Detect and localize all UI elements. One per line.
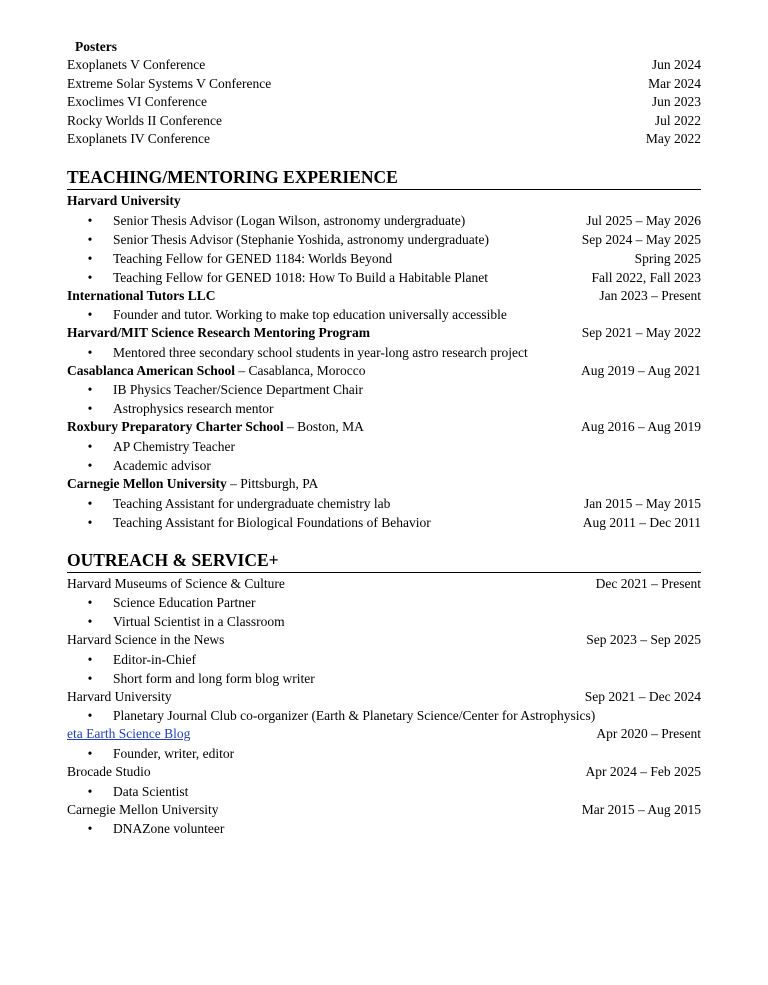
- bullet-left: [67, 380, 363, 399]
- bullet-date: Jul 2025 – May 2026: [586, 212, 701, 228]
- bullet-left: [67, 819, 224, 838]
- org-row: [67, 725, 701, 744]
- bullet-left: [67, 211, 465, 230]
- bullet-text: Teaching Assistant for undergraduate chemistry lab: [113, 495, 391, 511]
- org-date: Aug 2019 – Aug 2021: [580, 362, 701, 378]
- poster-date: Mar 2024: [648, 75, 701, 91]
- bullet-text: IB Physics Teacher/Science Department Chair: [113, 382, 363, 398]
- org-date: Sep 2021 – May 2022: [581, 325, 701, 341]
- bullet-icon: •: [87, 745, 93, 761]
- bullet-item: [67, 230, 701, 249]
- bullet-text: Astrophysics research mentor: [113, 401, 274, 417]
- org-name: Harvard/MIT Science Research Mentoring Program: [67, 325, 370, 341]
- org-date: Apr 2020 – Present: [596, 726, 701, 742]
- bullet-left: [67, 494, 390, 513]
- bullet-icon: •: [87, 401, 93, 417]
- bullet-item: [67, 249, 701, 268]
- bullet-left: [67, 669, 315, 688]
- bullet-icon: •: [87, 670, 93, 686]
- poster-date: Jul 2022: [654, 112, 701, 128]
- org-date: Sep 2023 – Sep 2025: [586, 632, 701, 648]
- org-heading: [67, 192, 181, 211]
- teaching-section-title: TEACHING/MENTORING EXPERIENCE: [67, 166, 701, 190]
- bullet-item: [67, 399, 701, 418]
- bullet-item: [67, 669, 701, 688]
- bullet-left: [67, 650, 196, 669]
- org-name: Brocade Studio: [67, 763, 151, 779]
- bullet-item: [67, 782, 701, 801]
- bullet-item: [67, 268, 701, 287]
- org-row: [67, 801, 701, 820]
- bullet-date: Aug 2011 – Dec 2011: [582, 514, 701, 530]
- bullet-text: Senior Thesis Advisor (Stephanie Yoshida, astronomy undergraduate): [113, 231, 489, 247]
- bullet-item: [67, 744, 701, 763]
- org-row: [67, 418, 701, 437]
- org-date: Apr 2024 – Feb 2025: [585, 763, 701, 779]
- bullet-item: [67, 494, 701, 513]
- poster-name: Exoplanets IV Conference: [67, 131, 210, 147]
- org-name: Casablanca American School: [67, 362, 236, 378]
- bullet-item: [67, 437, 701, 456]
- bullet-icon: •: [87, 595, 93, 611]
- outreach-list: [67, 575, 701, 839]
- org-row: [67, 575, 701, 594]
- bullet-item: [67, 650, 701, 669]
- bullet-left: [67, 305, 507, 324]
- bullet-icon: •: [87, 344, 93, 360]
- org-row: [67, 688, 701, 707]
- resume-page: [67, 38, 701, 838]
- bullet-item: [67, 305, 701, 324]
- bullet-text: Virtual Scientist in a Classroom: [113, 614, 285, 630]
- bullet-text: Short form and long form blog writer: [113, 670, 315, 686]
- bullet-icon: •: [87, 382, 93, 398]
- bullet-left: [67, 456, 211, 475]
- bullet-text: Planetary Journal Club co-organizer (Earth & Planetary Science/Center for Astrophysics): [113, 708, 596, 724]
- bullet-item: [67, 456, 701, 475]
- org-date: Jan 2023 – Present: [599, 287, 701, 303]
- org-row: [67, 324, 701, 343]
- poster-name: Extreme Solar Systems V Conference: [67, 75, 272, 91]
- org-heading: [67, 475, 318, 494]
- bullet-icon: •: [87, 614, 93, 630]
- bullet-left: [67, 249, 392, 268]
- bullet-left: [67, 593, 255, 612]
- bullet-item: [67, 593, 701, 612]
- bullet-text: Senior Thesis Advisor (Logan Wilson, astronomy undergraduate): [113, 212, 466, 228]
- bullet-date: Sep 2024 – May 2025: [581, 231, 701, 247]
- poster-row: [67, 112, 701, 131]
- bullet-item: [67, 612, 701, 631]
- org-date: Aug 2016 – Aug 2019: [580, 419, 701, 435]
- org-row: [67, 192, 701, 211]
- bullet-icon: •: [87, 514, 93, 530]
- bullet-icon: •: [87, 783, 93, 799]
- bullet-icon: •: [87, 307, 93, 323]
- poster-date: Jun 2023: [651, 94, 701, 110]
- bullet-text: Founder and tutor. Working to make top education universally accessible: [113, 307, 507, 323]
- bullet-text: Science Education Partner: [113, 595, 256, 611]
- bullet-item: [67, 211, 701, 230]
- bullet-left: [67, 230, 489, 249]
- bullet-text: Teaching Fellow for GENED 1184: Worlds Beyond: [113, 250, 393, 266]
- org-name: Harvard Museums of Science & Culture: [67, 575, 285, 591]
- org-location: – Boston, MA: [283, 419, 364, 435]
- bullet-icon: •: [87, 457, 93, 473]
- org-location: – Pittsburgh, PA: [226, 475, 319, 491]
- bullet-text: Academic advisor: [113, 457, 211, 473]
- poster-row: [67, 93, 701, 112]
- org-name: Harvard University: [67, 192, 181, 208]
- poster-row: [67, 56, 701, 75]
- org-name: Harvard University: [67, 688, 172, 704]
- bullet-left: [67, 437, 235, 456]
- bullet-text: Teaching Assistant for Biological Foundations of Behavior: [113, 514, 431, 530]
- bullet-text: DNAZone volunteer: [113, 821, 225, 837]
- bullet-icon: •: [87, 438, 93, 454]
- org-row: [67, 475, 701, 494]
- org-date: Sep 2021 – Dec 2024: [584, 688, 701, 704]
- org-name: Harvard Science in the News: [67, 632, 225, 648]
- bullet-item: [67, 380, 701, 399]
- poster-date: May 2022: [645, 131, 701, 147]
- bullet-date: Spring 2025: [634, 250, 701, 266]
- org-name: International Tutors LLC: [67, 287, 216, 303]
- poster-name: Rocky Worlds II Conference: [67, 112, 222, 128]
- org-name: Carnegie Mellon University: [67, 801, 219, 817]
- org-heading: [67, 324, 370, 343]
- bullet-icon: •: [87, 269, 93, 285]
- bullet-item: [67, 513, 701, 532]
- bullet-date: Fall 2022, Fall 2023: [591, 269, 701, 285]
- bullet-date: Jan 2015 – May 2015: [584, 495, 701, 511]
- bullet-icon: •: [87, 708, 93, 724]
- bullet-left: [67, 612, 285, 631]
- bullet-icon: •: [87, 212, 93, 228]
- poster-name: Exoplanets V Conference: [67, 57, 206, 72]
- org-name: Roxbury Preparatory Charter School: [67, 419, 284, 435]
- bullet-text: Mentored three secondary school students in year-long astro research project: [113, 344, 528, 360]
- teaching-list: [67, 192, 701, 532]
- posters-heading: Posters: [75, 39, 117, 54]
- bullet-text: Founder, writer, editor: [113, 745, 235, 761]
- org-row: [67, 287, 701, 306]
- poster-name: Exoclimes VI Conference: [67, 94, 207, 110]
- org-date: Dec 2021 – Present: [595, 575, 701, 591]
- bullet-item: [67, 343, 701, 362]
- posters-list: [67, 56, 701, 149]
- bullet-left: [67, 343, 528, 362]
- org-name: Carnegie Mellon University: [67, 475, 227, 491]
- bullet-icon: •: [87, 250, 93, 266]
- bullet-text: AP Chemistry Teacher: [113, 438, 236, 454]
- bullet-text: Teaching Fellow for GENED 1018: How To Build a Habitable Planet: [113, 269, 489, 285]
- org-row: [67, 763, 701, 782]
- bullet-item: [67, 706, 701, 725]
- bullet-icon: •: [87, 231, 93, 247]
- bullet-icon: •: [87, 651, 93, 667]
- org-date: Mar 2015 – Aug 2015: [581, 801, 701, 817]
- org-heading: [67, 287, 216, 306]
- bullet-icon: •: [87, 821, 93, 837]
- poster-row: [67, 75, 701, 94]
- org-heading: [67, 418, 364, 437]
- bullet-item: [67, 819, 701, 838]
- poster-row: [67, 130, 701, 149]
- bullet-left: [67, 782, 188, 801]
- org-row: [67, 362, 701, 381]
- org-location: – Casablanca, Morocco: [235, 362, 366, 378]
- bullet-icon: •: [87, 495, 93, 511]
- poster-date: Jun 2024: [651, 57, 701, 72]
- bullet-left: [67, 744, 234, 763]
- bullet-text: Editor-in-Chief: [113, 651, 196, 667]
- org-row: [67, 631, 701, 650]
- bullet-left: [67, 399, 273, 418]
- org-link[interactable]: eta Earth Science Blog: [67, 726, 191, 742]
- bullet-left: [67, 513, 431, 532]
- bullet-left: [67, 268, 488, 287]
- outreach-section-title: OUTREACH & SERVICE+: [67, 549, 701, 573]
- bullet-left: [67, 706, 595, 725]
- org-heading: [67, 362, 365, 381]
- bullet-text: Data Scientist: [113, 783, 189, 799]
